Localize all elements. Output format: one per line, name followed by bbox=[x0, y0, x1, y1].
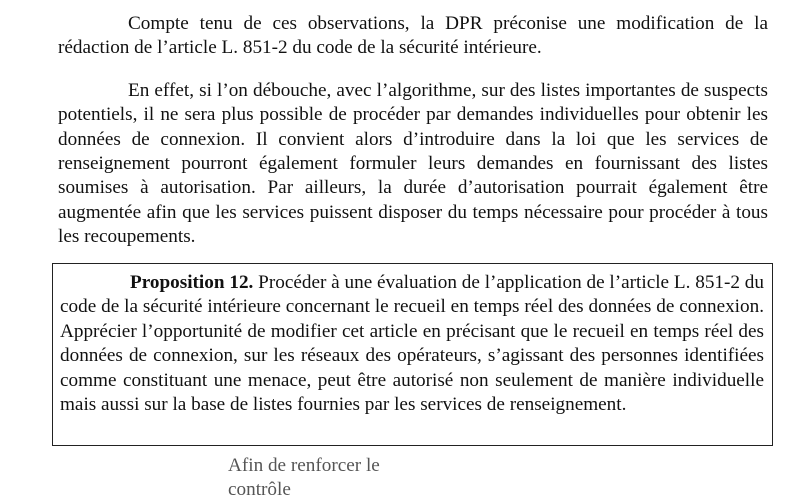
proposal-text: Procéder à une évaluation de l’application de l’article L. 851-2 du code de la sécurité intérieure concernant le recueil en temps réel des données de connexion. Apprécier l’opportunité de modifier cet article en précisant que le recueil en temps réel des données de connexion, sur les réseaux des opérateurs, s’agissant des personnes identifiées comme constituant une menace, peut être autorisé non seulement de manière individuelle mais aussi sur la base de listes fournies par les services de renseignement. bbox=[60, 272, 764, 416]
proposal-paragraph bbox=[60, 271, 764, 417]
proposal-label: Proposition 12. bbox=[130, 272, 254, 293]
next-line-text: Afin de renforcer le contrôle bbox=[228, 455, 380, 500]
paragraph-en-effet: En effet, si l’on débouche, avec l’algorithme, sur des listes importantes de suspects potentiels, il ne sera plus possible de procéder par demandes individuelles pour obtenir les données de connexion. Il convient alors d’introduire dans la loi que les services de renseignement pourront également formuler leurs demandes en fournissant des listes soumises à autorisation. Par ailleurs, la durée d’autorisation pourrait également être augmentée afin que les services puissent disposer du temps nécessaire pour procéder à tous les recoupements. bbox=[58, 79, 768, 248]
next-line-partial bbox=[228, 455, 428, 500]
paragraph-observations: Compte tenu de ces observations, la DPR préconise une modification de la rédaction de l’article L. 851-2 du code de la sécurité intérieure. bbox=[58, 13, 768, 59]
document-body bbox=[58, 12, 768, 250]
proposal-box bbox=[52, 263, 773, 446]
